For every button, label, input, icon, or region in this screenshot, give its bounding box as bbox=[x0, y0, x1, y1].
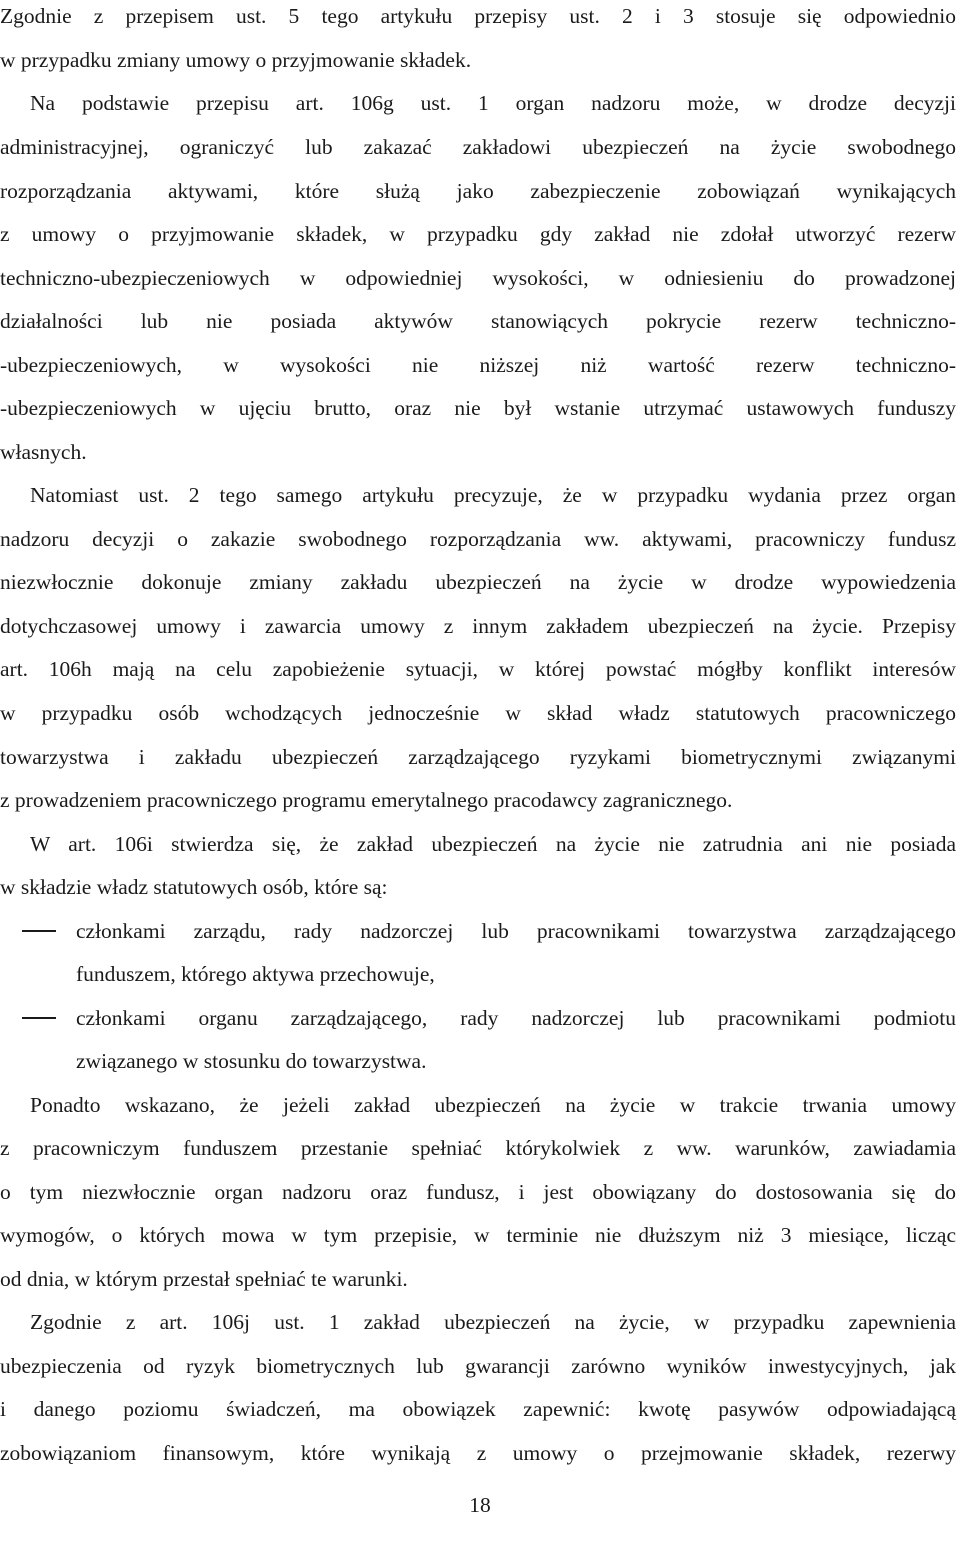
text-line: Zgodnie z przepisem ust. 5 tego artykułu przepisy ust. 2 i 3 stosuje się odpowiednio bbox=[0, 4, 956, 28]
text-line: ubezpieczenia od ryzyk biometrycznych lub gwarancji zarówno wyników inwestycyjnych, jak bbox=[0, 1354, 956, 1378]
text-line: własnych. bbox=[0, 440, 87, 464]
text-line: rozporządzania aktywami, które służą jako zabezpieczenie zobowiązań wynikających bbox=[0, 179, 956, 203]
text-line: w składzie władz statutowych osób, które są: bbox=[0, 875, 388, 899]
text-line: administracyjnej, ograniczyć lub zakazać zakładowi ubezpieczeń na życie swobodnego bbox=[0, 135, 956, 159]
text-line: towarzystwa i zakładu ubezpieczeń zarządzającego ryzykami biometrycznymi związanymi bbox=[0, 745, 956, 769]
text-line: techniczno-ubezpieczeniowych w odpowiedniej wysokości, w odniesieniu do prowadzonej bbox=[0, 266, 956, 290]
text-line: W art. 106i stwierdza się, że zakład ubezpieczeń na życie nie zatrudnia ani nie posiada bbox=[30, 832, 956, 856]
bullet-item-line: związanego w stosunku do towarzystwa. bbox=[76, 1049, 427, 1073]
text-line: Zgodnie z art. 106j ust. 1 zakład ubezpieczeń na życie, w przypadku zapewnienia bbox=[30, 1310, 956, 1334]
text-line: nadzoru decyzji o zakazie swobodnego rozporządzania ww. aktywami, pracowniczy fundusz bbox=[0, 527, 956, 551]
bullet-item-line: funduszem, którego aktywa przechowuje, bbox=[76, 962, 435, 986]
bullet-dash bbox=[22, 930, 56, 932]
text-line: Natomiast ust. 2 tego samego artykułu precyzuje, że w przypadku wydania przez organ bbox=[30, 483, 956, 507]
text-line: działalności lub nie posiada aktywów stanowiących pokrycie rezerw techniczno- bbox=[0, 309, 956, 333]
text-line: w przypadku osób wchodzących jednocześnie w skład władz statutowych pracowniczego bbox=[0, 701, 956, 725]
text-line: -ubezpieczeniowych, w wysokości nie niższej niż wartość rezerw techniczno- bbox=[0, 353, 956, 377]
bullet-item-line: członkami zarządu, rady nadzorczej lub pracownikami towarzystwa zarządzającego bbox=[76, 919, 956, 943]
bullet-dash bbox=[22, 1017, 56, 1019]
text-line: art. 106h mają na celu zapobieżenie sytuacji, w której powstać mógłby konflikt interesów bbox=[0, 657, 956, 681]
page-number: 18 bbox=[469, 1493, 491, 1517]
text-line: niezwłocznie dokonuje zmiany zakładu ubezpieczeń na życie w drodze wypowiedzenia bbox=[0, 570, 956, 594]
text-line: Na podstawie przepisu art. 106g ust. 1 organ nadzoru może, w drodze decyzji bbox=[30, 91, 956, 115]
text-line: z prowadzeniem pracowniczego programu emerytalnego pracodawcy zagranicznego. bbox=[0, 788, 733, 812]
text-line: z umowy o przyjmowanie składek, w przypadku gdy zakład nie zdołał utworzyć rezerw bbox=[0, 222, 956, 246]
text-line: od dnia, w którym przestał spełniać te warunki. bbox=[0, 1267, 408, 1291]
text-line: i danego poziomu świadczeń, ma obowiązek zapewnić: kwotę pasywów odpowiadającą bbox=[0, 1397, 956, 1421]
bullet-item-line: członkami organu zarządzającego, rady nadzorczej lub pracownikami podmiotu bbox=[76, 1006, 956, 1030]
text-line: -ubezpieczeniowych w ujęciu brutto, oraz nie był wstanie utrzymać ustawowych funduszy bbox=[0, 396, 956, 420]
text-line: wymogów, o których mowa w tym przepisie, w terminie nie dłuższym niż 3 miesiące, licząc bbox=[0, 1223, 956, 1247]
text-line: zobowiązaniom finansowym, które wynikają z umowy o przejmowanie składek, rezerwy bbox=[0, 1441, 956, 1465]
text-line: Ponadto wskazano, że jeżeli zakład ubezpieczeń na życie w trakcie trwania umowy bbox=[30, 1093, 956, 1117]
text-line: w przypadku zmiany umowy o przyjmowanie składek. bbox=[0, 48, 472, 72]
text-line: z pracowniczym funduszem przestanie spełniać którykolwiek z ww. warunków, zawiadamia bbox=[0, 1136, 956, 1160]
text-line: o tym niezwłocznie organ nadzoru oraz fundusz, i jest obowiązany do dostosowania się do bbox=[0, 1180, 956, 1204]
text-line: dotychczasowej umowy i zawarcia umowy z innym zakładem ubezpieczeń na życie. Przepisy bbox=[0, 614, 956, 638]
